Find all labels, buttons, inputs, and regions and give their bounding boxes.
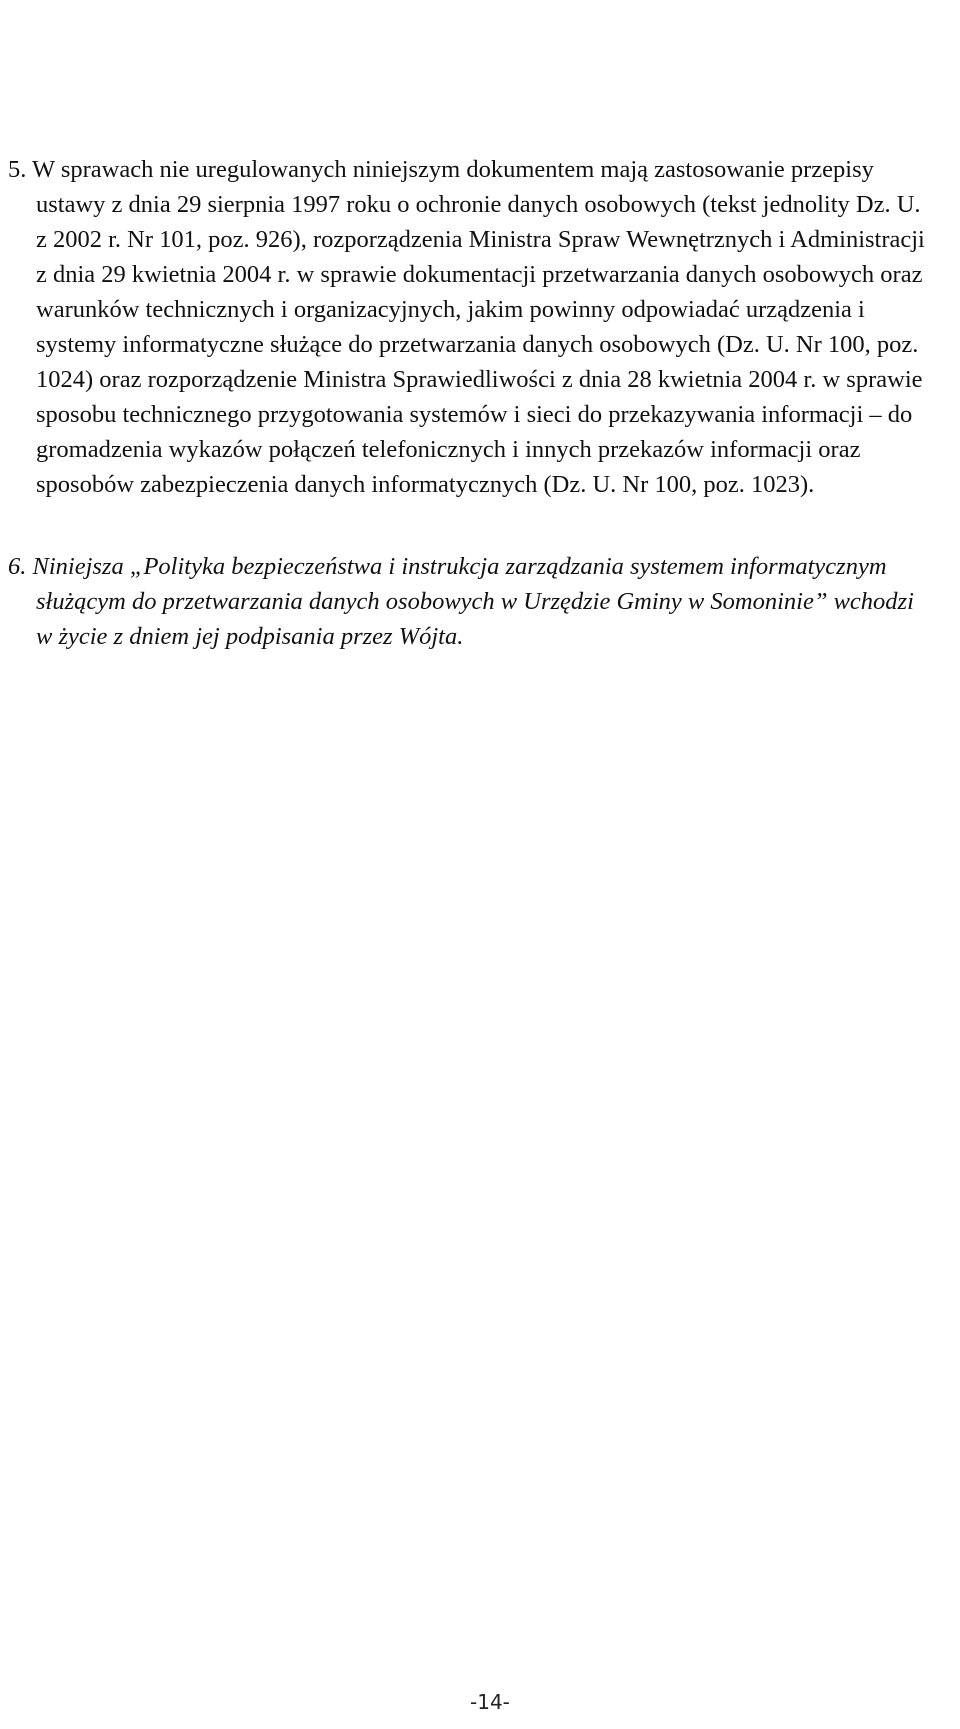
section-5-line-4: z dnia 29 kwietnia 2004 r. w sprawie dokumentacji przetwarzania danych osobowych oraz <box>36 261 923 288</box>
section-5-line-2: ustawy z dnia 29 sierpnia 1997 roku o ochronie danych osobowych (tekst jednolity Dz. U. <box>36 191 921 218</box>
section-5-line-5: warunków technicznych i organizacyjnych, jakim powinny odpowiadać urządzenia i <box>36 296 865 323</box>
section-5-line-9: gromadzenia wykazów połączeń telefonicznych i innych przekazów informacji oraz <box>36 436 861 463</box>
section-6-line-3: w życie z dniem jej podpisania przez Wójta. <box>36 623 464 650</box>
section-5-line-10: sposobów zabezpieczenia danych informatycznych (Dz. U. Nr 100, poz. 1023). <box>36 471 815 498</box>
page-number: -14- <box>470 1690 510 1714</box>
section-5-line-1: 5. W sprawach nie uregulowanych niniejszym dokumentem mają zastosowanie przepisy <box>8 156 874 183</box>
section-5-line-7: 1024) oraz rozporządzenie Ministra Sprawiedliwości z dnia 28 kwietnia 2004 r. w sprawie <box>36 366 923 393</box>
section-5-line-6: systemy informatyczne służące do przetwarzania danych osobowych (Dz. U. Nr 100, poz. <box>36 331 919 358</box>
section-5-line-3: z 2002 r. Nr 101, poz. 926), rozporządzenia Ministra Spraw Wewnętrznych i Administracji <box>36 226 925 253</box>
section-6-line-1: 6. Niniejsza „Polityka bezpieczeństwa i instrukcja zarządzania systemem informatycznym <box>8 553 887 580</box>
section-5-line-8: sposobu technicznego przygotowania systemów i sieci do przekazywania informacji – do <box>36 401 913 428</box>
section-6-line-2: służącym do przetwarzania danych osobowych w Urzędzie Gminy w Somoninie” wchodzi <box>36 588 914 615</box>
